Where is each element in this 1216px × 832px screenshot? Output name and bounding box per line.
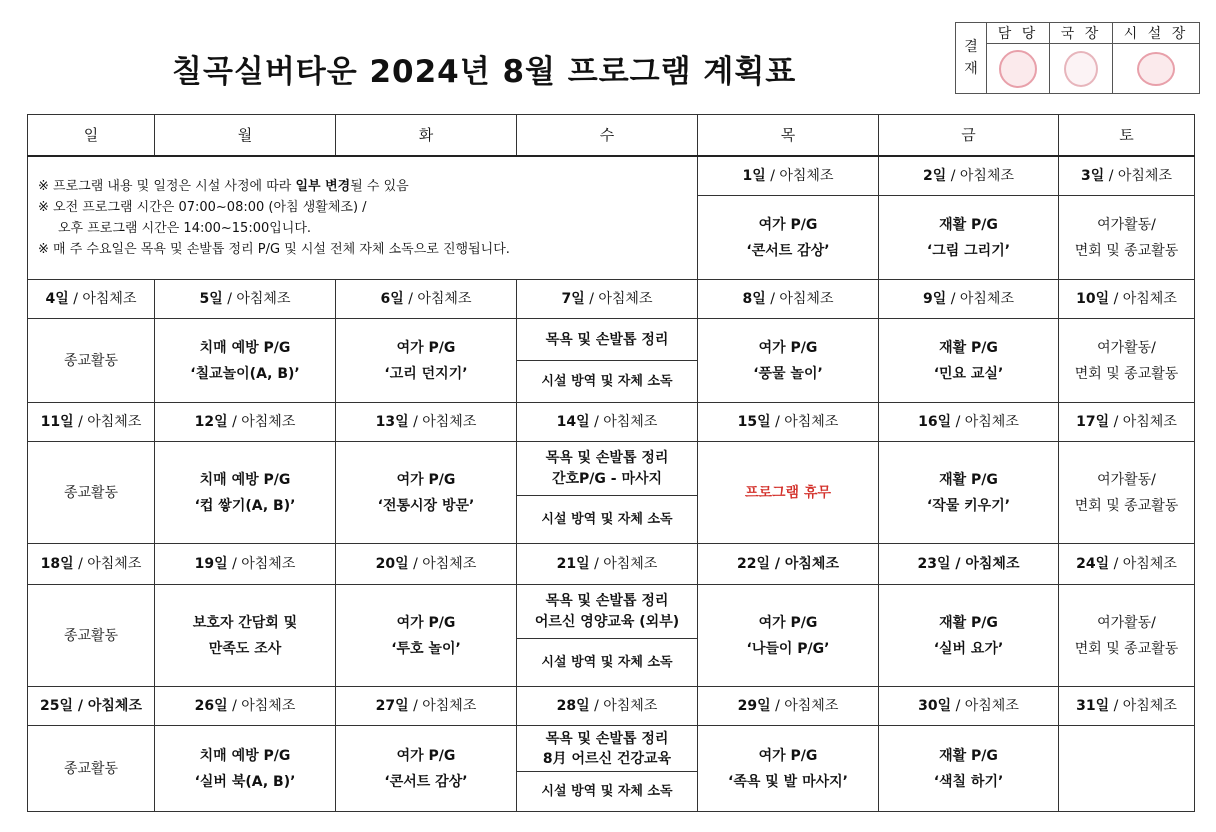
date-cell: 8일 / 아침체조 bbox=[698, 280, 879, 319]
date-cell: 5일 / 아침체조 bbox=[155, 280, 336, 319]
program-cell: 여가 P/G ‘풍물 놀이’ bbox=[698, 319, 879, 403]
date-cell: 18일 / 아침체조 bbox=[28, 544, 155, 585]
program-cell: 목욕 및 손발톱 정리 8月 어르신 건강교육 bbox=[517, 726, 698, 772]
program-cell: 시설 방역 및 자체 소독 bbox=[517, 361, 698, 403]
date-cell: 21일 / 아침체조 bbox=[517, 544, 698, 585]
approval-sign-head bbox=[1113, 44, 1200, 94]
weekday-tue: 화 bbox=[336, 115, 517, 157]
note-line: ※ 매 주 수요일은 목욕 및 손발톱 정리 P/G 및 시설 전체 자체 소독으로 진행됩니다. bbox=[38, 242, 510, 257]
approval-header-head: 시 설 장 bbox=[1113, 23, 1200, 44]
date-cell: 28일 / 아침체조 bbox=[517, 687, 698, 726]
program-cell: 시설 방역 및 자체 소독 bbox=[517, 639, 698, 687]
date-cell: 23일 / 아침체조 bbox=[879, 544, 1059, 585]
schedule-notes bbox=[28, 156, 698, 280]
date-cell: 11일 / 아침체조 bbox=[28, 403, 155, 442]
program-cell: 치매 예방 P/G ‘컵 쌓기(A, B)’ bbox=[155, 442, 336, 544]
program-cell: 여가 P/G ‘족욕 및 발 마사지’ bbox=[698, 726, 879, 812]
date-cell: 27일 / 아침체조 bbox=[336, 687, 517, 726]
program-cell: 시설 방역 및 자체 소독 bbox=[517, 772, 698, 812]
date-cell: 9일 / 아침체조 bbox=[879, 280, 1059, 319]
program-cell: 치매 예방 P/G ‘실버 북(A, B)’ bbox=[155, 726, 336, 812]
date-cell: 25일 / 아침체조 bbox=[28, 687, 155, 726]
weekday-sun: 일 bbox=[28, 115, 155, 157]
date-cell: 24일 / 아침체조 bbox=[1059, 544, 1195, 585]
program-cell: 치매 예방 P/G ‘칠교놀이(A, B)’ bbox=[155, 319, 336, 403]
note-line: 오후 프로그램 시간은 14:00~15:00입니다. bbox=[58, 221, 312, 236]
program-cell: 목욕 및 손발톱 정리 간호P/G - 마사지 bbox=[517, 442, 698, 496]
program-cell: 여가활동/ 면회 및 종교활동 bbox=[1059, 585, 1195, 687]
weekday-sat: 토 bbox=[1059, 115, 1195, 157]
program-cell: 재활 P/G ‘민요 교실’ bbox=[879, 319, 1059, 403]
program-cell: 여가 P/G ‘고리 던지기’ bbox=[336, 319, 517, 403]
empty-cell bbox=[1059, 726, 1195, 812]
date-cell: 7일 / 아침체조 bbox=[517, 280, 698, 319]
program-cell: 여가활동/ 면회 및 종교활동 bbox=[1059, 196, 1195, 280]
date-cell: 4일 / 아침체조 bbox=[28, 280, 155, 319]
date-cell: 31일 / 아침체조 bbox=[1059, 687, 1195, 726]
program-cell: 종교활동 bbox=[28, 585, 155, 687]
date-cell: 3일 / 아침체조 bbox=[1059, 156, 1195, 196]
date-cell: 2일 / 아침체조 bbox=[879, 156, 1059, 196]
program-cell: 재활 P/G ‘그림 그리기’ bbox=[879, 196, 1059, 280]
weekday-header-row bbox=[28, 115, 1195, 157]
date-cell: 19일 / 아침체조 bbox=[155, 544, 336, 585]
date-cell: 16일 / 아침체조 bbox=[879, 403, 1059, 442]
program-cell: 여가활동/ 면회 및 종교활동 bbox=[1059, 442, 1195, 544]
program-cell: 재활 P/G ‘작물 키우기’ bbox=[879, 442, 1059, 544]
date-cell: 1일 / 아침체조 bbox=[698, 156, 879, 196]
seal-stamp-icon bbox=[1137, 52, 1175, 86]
weekday-wed: 수 bbox=[517, 115, 698, 157]
weekday-fri: 금 bbox=[879, 115, 1059, 157]
date-cell: 13일 / 아침체조 bbox=[336, 403, 517, 442]
note-line: ※ 프로그램 내용 및 일정은 시설 사정에 따라 일부 변경될 수 있음 bbox=[38, 179, 409, 194]
calendar-table bbox=[27, 114, 1195, 812]
approval-header-staff: 담 당 bbox=[987, 23, 1050, 44]
program-holiday: 프로그램 휴무 bbox=[698, 442, 879, 544]
program-cell: 보호자 간담회 및 만족도 조사 bbox=[155, 585, 336, 687]
seal-stamp-icon bbox=[1064, 51, 1098, 87]
program-cell: 여가 P/G ‘전통시장 방문’ bbox=[336, 442, 517, 544]
weekday-mon: 월 bbox=[155, 115, 336, 157]
date-cell: 15일 / 아침체조 bbox=[698, 403, 879, 442]
page-title: 칠곡실버타운 2024년 8월 프로그램 계획표 bbox=[172, 54, 797, 90]
weekday-thu: 목 bbox=[698, 115, 879, 157]
approval-sign-staff bbox=[987, 44, 1050, 94]
program-cell: 종교활동 bbox=[28, 442, 155, 544]
date-cell: 6일 / 아침체조 bbox=[336, 280, 517, 319]
date-cell: 12일 / 아침체조 bbox=[155, 403, 336, 442]
program-cell: 여가 P/G ‘나들이 P/G’ bbox=[698, 585, 879, 687]
program-cell: 여가 P/G ‘콘서트 감상’ bbox=[336, 726, 517, 812]
date-cell: 30일 / 아침체조 bbox=[879, 687, 1059, 726]
program-cell: 여가 P/G ‘콘서트 감상’ bbox=[698, 196, 879, 280]
approval-sign-director bbox=[1050, 44, 1113, 94]
date-cell: 29일 / 아침체조 bbox=[698, 687, 879, 726]
date-cell: 22일 / 아침체조 bbox=[698, 544, 879, 585]
date-cell: 20일 / 아침체조 bbox=[336, 544, 517, 585]
program-cell: 종교활동 bbox=[28, 726, 155, 812]
approval-side-label: 결 재 bbox=[956, 23, 987, 94]
program-cell: 시설 방역 및 자체 소독 bbox=[517, 496, 698, 544]
date-cell: 17일 / 아침체조 bbox=[1059, 403, 1195, 442]
approval-header-director: 국 장 bbox=[1050, 23, 1113, 44]
program-cell: 재활 P/G ‘실버 요가’ bbox=[879, 585, 1059, 687]
program-cell: 여가 P/G ‘투호 놀이’ bbox=[336, 585, 517, 687]
date-cell: 14일 / 아침체조 bbox=[517, 403, 698, 442]
program-cell: 종교활동 bbox=[28, 319, 155, 403]
program-cell: 여가활동/ 면회 및 종교활동 bbox=[1059, 319, 1195, 403]
date-cell: 10일 / 아침체조 bbox=[1059, 280, 1195, 319]
program-cell: 목욕 및 손발톱 정리 어르신 영양교육 (외부) bbox=[517, 585, 698, 639]
date-cell: 26일 / 아침체조 bbox=[155, 687, 336, 726]
seal-stamp-icon bbox=[999, 50, 1037, 88]
approval-box bbox=[955, 22, 1200, 94]
program-cell: 목욕 및 손발톱 정리 bbox=[517, 319, 698, 361]
note-line: ※ 오전 프로그램 시간은 07:00~08:00 (아침 생활체조) / bbox=[38, 200, 367, 215]
program-cell: 재활 P/G ‘색칠 하기’ bbox=[879, 726, 1059, 812]
